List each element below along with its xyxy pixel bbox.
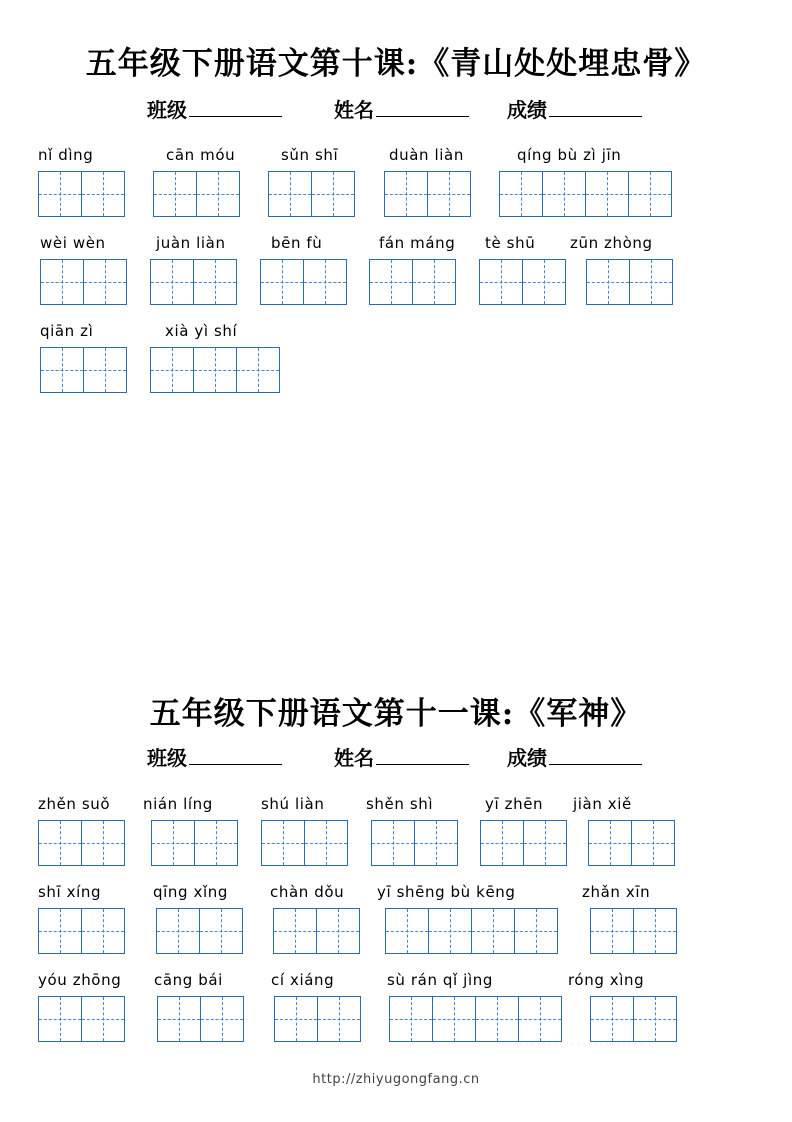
writing-grid [40, 347, 127, 393]
writing-grid [389, 996, 562, 1042]
vocab-item [384, 145, 471, 217]
tianzige-cell[interactable] [194, 260, 237, 304]
vocab-item [480, 794, 567, 866]
pinyin-label: bēn fù [271, 234, 323, 252]
name-input-line[interactable] [376, 746, 469, 765]
writing-grid [369, 259, 456, 305]
writing-grid [156, 908, 243, 954]
pinyin-label: qiān zì [40, 322, 94, 340]
vocab-item [38, 145, 125, 217]
vocab-item [38, 970, 125, 1042]
tianzige-cell[interactable] [39, 997, 82, 1041]
class-field [147, 742, 282, 771]
vocab-item [570, 233, 673, 305]
pinyin-label: róng xìng [568, 971, 645, 989]
footer-url: http://zhiyugongfang.cn [312, 1072, 480, 1087]
pinyin-label: xià yì shí [165, 322, 238, 340]
vocab-item [261, 794, 348, 866]
pinyin-label: juàn liàn [156, 234, 226, 252]
tianzige-cell[interactable] [312, 172, 355, 216]
tianzige-cell[interactable] [634, 909, 677, 953]
pinyin-label: zhǎn xīn [582, 883, 651, 901]
tianzige-cell[interactable] [41, 348, 84, 392]
name-label: 姓名 [334, 746, 374, 770]
tianzige-cell[interactable] [305, 821, 348, 865]
tianzige-cell[interactable] [385, 172, 428, 216]
tianzige-cell[interactable] [39, 172, 82, 216]
writing-grid [273, 908, 360, 954]
writing-grid [480, 820, 567, 866]
writing-grid [590, 908, 677, 954]
writing-grid [150, 347, 280, 393]
tianzige-cell[interactable] [157, 909, 200, 953]
writing-grid [590, 996, 677, 1042]
tianzige-cell[interactable] [524, 821, 567, 865]
pinyin-label: qíng bù zì jīn [517, 146, 622, 164]
tianzige-cell[interactable] [543, 172, 586, 216]
tianzige-cell[interactable] [275, 997, 318, 1041]
tianzige-cell[interactable] [158, 997, 201, 1041]
tianzige-cell[interactable] [82, 821, 125, 865]
tianzige-cell[interactable] [415, 821, 458, 865]
vocab-item [150, 321, 280, 393]
tianzige-cell[interactable] [634, 997, 677, 1041]
tianzige-cell[interactable] [515, 909, 558, 953]
pinyin-label: cān móu [166, 146, 236, 164]
pinyin-label: sǔn shī [281, 146, 339, 164]
tianzige-cell[interactable] [82, 909, 125, 953]
tianzige-cell[interactable] [39, 909, 82, 953]
vocab-item [377, 882, 558, 954]
tianzige-cell[interactable] [39, 821, 82, 865]
tianzige-cell[interactable] [480, 260, 523, 304]
pinyin-label: tè shū [485, 234, 536, 252]
tianzige-cell[interactable] [84, 260, 127, 304]
score-field [507, 94, 642, 123]
score-input-line[interactable] [549, 746, 642, 765]
vocab-item [499, 145, 672, 217]
pinyin-label: nǐ dìng [38, 146, 94, 164]
writing-grid [384, 171, 471, 217]
tianzige-cell[interactable] [372, 821, 415, 865]
tianzige-cell[interactable] [386, 909, 429, 953]
tianzige-cell[interactable] [429, 909, 472, 953]
tianzige-cell[interactable] [84, 348, 127, 392]
tianzige-cell[interactable] [201, 997, 244, 1041]
pinyin-label: fán máng [379, 234, 456, 252]
tianzige-cell[interactable] [195, 821, 238, 865]
score-label: 成绩 [507, 746, 547, 770]
tianzige-cell[interactable] [318, 997, 361, 1041]
lesson-title: 五年级下册语文第十课:《青山处处埋忠骨》 [85, 46, 707, 82]
tianzige-cell[interactable] [194, 348, 237, 392]
tianzige-cell[interactable] [587, 260, 630, 304]
pinyin-label: jiàn xiě [573, 795, 632, 813]
class-label: 班级 [147, 746, 187, 770]
tianzige-cell[interactable] [152, 821, 195, 865]
pinyin-label: nián líng [143, 795, 213, 813]
tianzige-cell[interactable] [481, 821, 524, 865]
tianzige-cell[interactable] [586, 172, 629, 216]
writing-grid [38, 820, 125, 866]
vocab-item [268, 145, 355, 217]
tianzige-cell[interactable] [197, 172, 240, 216]
tianzige-cell[interactable] [413, 260, 456, 304]
pinyin-label: zhěn suǒ [38, 795, 111, 813]
vocab-item [260, 233, 347, 305]
writing-grid [274, 996, 361, 1042]
writing-grid [586, 259, 673, 305]
vocab-item [40, 233, 127, 305]
writing-grid [499, 171, 672, 217]
writing-grid [38, 171, 125, 217]
writing-grid [151, 820, 238, 866]
tianzige-cell[interactable] [519, 997, 562, 1041]
vocab-item [150, 233, 237, 305]
tianzige-cell[interactable] [82, 997, 125, 1041]
class-input-line[interactable] [189, 746, 282, 765]
pinyin-label: qīng xǐng [153, 883, 228, 901]
vocab-item [143, 794, 238, 866]
tianzige-cell[interactable] [274, 909, 317, 953]
vocab-item [38, 882, 125, 954]
vocab-item [270, 882, 360, 954]
pinyin-label: shī xíng [38, 883, 102, 901]
name-label: 姓名 [334, 98, 374, 122]
tianzige-cell[interactable] [304, 260, 347, 304]
vocab-item [568, 970, 677, 1042]
pinyin-label: cí xiáng [271, 971, 335, 989]
tianzige-cell[interactable] [370, 260, 413, 304]
tianzige-cell[interactable] [261, 260, 304, 304]
tianzige-cell[interactable] [472, 909, 515, 953]
vocab-item [271, 970, 361, 1042]
vocab-item [479, 233, 566, 305]
tianzige-cell[interactable] [629, 172, 672, 216]
tianzige-cell[interactable] [476, 997, 519, 1041]
writing-grid [157, 996, 244, 1042]
vocab-item [369, 233, 456, 305]
tianzige-cell[interactable] [589, 821, 632, 865]
vocab-item [389, 970, 562, 1042]
writing-grid [153, 171, 240, 217]
tianzige-cell[interactable] [390, 997, 433, 1041]
pinyin-label: zūn zhòng [570, 234, 653, 252]
writing-grid [38, 908, 125, 954]
pinyin-label: duàn liàn [389, 146, 464, 164]
tianzige-cell[interactable] [591, 997, 634, 1041]
vocab-item [40, 321, 127, 393]
pinyin-label: wèi wèn [40, 234, 106, 252]
writing-grid [261, 820, 348, 866]
writing-grid [268, 171, 355, 217]
class-field [147, 94, 282, 123]
tianzige-cell[interactable] [151, 348, 194, 392]
lesson-title: 五年级下册语文第十一课:《军神》 [149, 696, 643, 732]
class-input-line[interactable] [189, 98, 282, 117]
vocab-item [153, 882, 243, 954]
pinyin-label: yī zhēn [485, 795, 544, 813]
writing-grid [150, 259, 237, 305]
writing-grid [371, 820, 458, 866]
tianzige-cell[interactable] [317, 909, 360, 953]
tianzige-cell[interactable] [237, 348, 280, 392]
tianzige-cell[interactable] [433, 997, 476, 1041]
tianzige-cell[interactable] [500, 172, 543, 216]
score-label: 成绩 [507, 98, 547, 122]
writing-grid [479, 259, 566, 305]
tianzige-cell[interactable] [41, 260, 84, 304]
pinyin-label: chàn dǒu [270, 883, 345, 901]
tianzige-cell[interactable] [630, 260, 673, 304]
pinyin-label: yī shēng bù kēng [377, 883, 516, 901]
vocab-item [582, 882, 677, 954]
writing-grid [588, 820, 675, 866]
score-input-line[interactable] [549, 98, 642, 117]
pinyin-label: shěn shì [366, 795, 434, 813]
writing-grid [40, 259, 127, 305]
writing-grid [385, 908, 558, 954]
tianzige-cell[interactable] [591, 909, 634, 953]
class-label: 班级 [147, 98, 187, 122]
name-field [334, 742, 469, 771]
tianzige-cell[interactable] [632, 821, 675, 865]
watermark: · · · · · · · · · · · · · · · · · · · · · · · · [508, 1040, 643, 1050]
tianzige-cell[interactable] [151, 260, 194, 304]
tianzige-cell[interactable] [428, 172, 471, 216]
score-field [507, 742, 642, 771]
pinyin-label: cāng bái [154, 971, 223, 989]
pinyin-label: shú liàn [261, 795, 325, 813]
vocab-item [366, 794, 458, 866]
tianzige-cell[interactable] [262, 821, 305, 865]
writing-grid [38, 996, 125, 1042]
tianzige-cell[interactable] [269, 172, 312, 216]
vocab-item [154, 970, 244, 1042]
writing-grid [260, 259, 347, 305]
tianzige-cell[interactable] [82, 172, 125, 216]
tianzige-cell[interactable] [200, 909, 243, 953]
tianzige-cell[interactable] [154, 172, 197, 216]
name-field [334, 94, 469, 123]
name-input-line[interactable] [376, 98, 469, 117]
vocab-item [38, 794, 125, 866]
pinyin-label: yóu zhōng [38, 971, 122, 989]
tianzige-cell[interactable] [523, 260, 566, 304]
pinyin-label: sù rán qǐ jìng [387, 971, 493, 989]
vocab-item [153, 145, 240, 217]
vocab-item [573, 794, 675, 866]
